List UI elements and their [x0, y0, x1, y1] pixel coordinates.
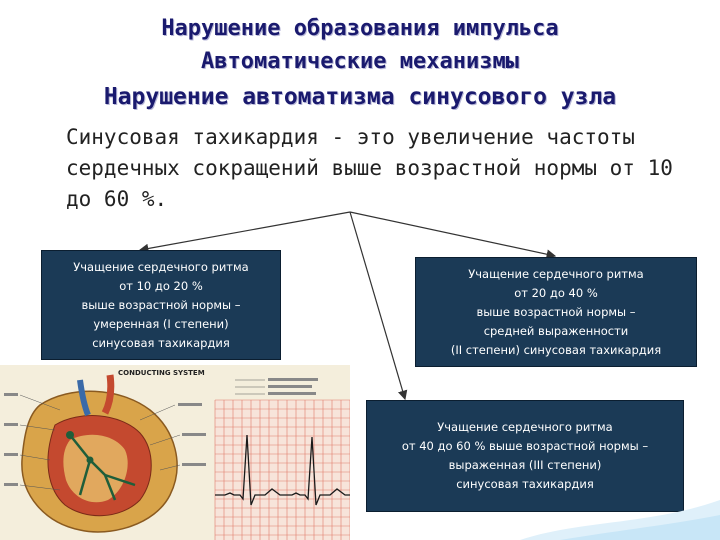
arrow-to-box-2: [350, 212, 555, 256]
arrow-to-box-3: [350, 212, 405, 399]
degree-3-text: Учащение сердечного ритма от 40 до 60 % выше возрастной нормы – выраженная (III степени) синусовая тахикардия: [401, 420, 649, 491]
degree-2-text: Учащение сердечного ритма от 20 до 40 % выше возрастной нормы – средней выраженности (II степени) синусовая тахикардия: [450, 266, 662, 357]
heart-drawing: [22, 375, 177, 532]
title-line-3: Нарушение автоматизма синусового узла: [103, 84, 617, 110]
arrow-to-box-1: [140, 212, 350, 250]
ecg-grid: [215, 400, 350, 540]
degree-1-text: Учащение сердечного ритма от 10 до 20 % выше возрастной нормы – умеренная (I степени) синусовая тахикардия: [73, 259, 249, 350]
degree-1-box: [41, 250, 281, 360]
conducting-system-illustration: [0, 365, 350, 540]
title-line-2: Автоматические механизмы: [201, 49, 519, 74]
degree-2-box: [415, 257, 697, 367]
corner-decoration: [520, 480, 720, 540]
intro-definition: Синусовая тахикардия - это увеличение частоты сердечных сокращений выше возрастной нормы от 10 до 60 %.: [66, 125, 673, 211]
illustration-caption: CONDUCTING SYSTEM: [118, 369, 205, 377]
title-line-1: Нарушение образования импульса: [161, 16, 559, 41]
